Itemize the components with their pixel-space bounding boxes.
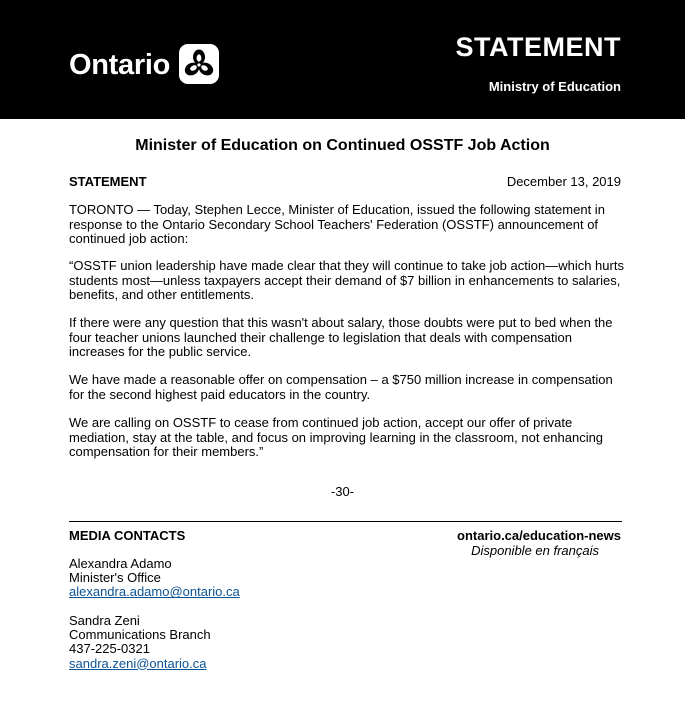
footer-divider xyxy=(69,521,622,522)
statement-date: December 13, 2019 xyxy=(506,174,621,189)
contact-card xyxy=(69,614,211,671)
document-type-heading: STATEMENT xyxy=(455,32,621,62)
ontario-trillium-logo-icon xyxy=(179,44,219,84)
paragraph-quote-3: We have made a reasonable offer on compensation – a $750 million increase in compensation for the second highest paid educators in the country. xyxy=(69,372,613,402)
contact-office: Minister's Office xyxy=(69,570,161,586)
contact-phone: 437-225-0321 xyxy=(69,641,150,657)
paragraph-quote-4: We are calling on OSSTF to cease from continued job action, accept our offer of private mediation, stay at the table, and focus on improving learning in the classroom, not enhancing compensation for their members.” xyxy=(69,415,604,459)
statement-label: STATEMENT xyxy=(69,174,147,189)
contact-office: Communications Branch xyxy=(69,627,211,643)
paragraph-intro: TORONTO — Today, Stephen Lecce, Minister of Education, issued the following statement in response to the Ontario Secondary School Teachers' Federation (OSSTF) announcement of continued job action: xyxy=(69,202,605,246)
end-marker: -30- xyxy=(330,484,355,499)
contact-name: Alexandra Adamo xyxy=(69,556,172,571)
media-contacts-heading: MEDIA CONTACTS xyxy=(69,528,186,543)
header-banner xyxy=(0,0,685,119)
contact-name: Sandra Zeni xyxy=(69,613,140,628)
ministry-name: Ministry of Education xyxy=(488,79,621,94)
paragraph-quote-1: “OSSTF union leadership have made clear that they will continue to take job action—which hurts students most—unless taxpayers accept their demand of $7 billion in enhancements to salaries, benefits, and other entitlements. xyxy=(69,258,624,302)
french-availability-note: Disponible en français xyxy=(471,543,599,558)
contact-card xyxy=(69,557,240,600)
contact-email-link[interactable]: sandra.zeni@ontario.ca xyxy=(69,655,207,671)
statement-title: Minister of Education on Continued OSSTF Job Action xyxy=(135,137,550,154)
contact-email-link[interactable]: alexandra.adamo@ontario.ca xyxy=(69,584,240,600)
paragraph-quote-2: If there were any question that this wasn't about salary, those doubts were put to bed when the four teacher unions launched their challenge to legislation that deals with compensation increases for the public service. xyxy=(69,315,613,359)
news-website: ontario.ca/education-news xyxy=(457,528,621,543)
ontario-logo-text: Ontario xyxy=(69,49,171,81)
